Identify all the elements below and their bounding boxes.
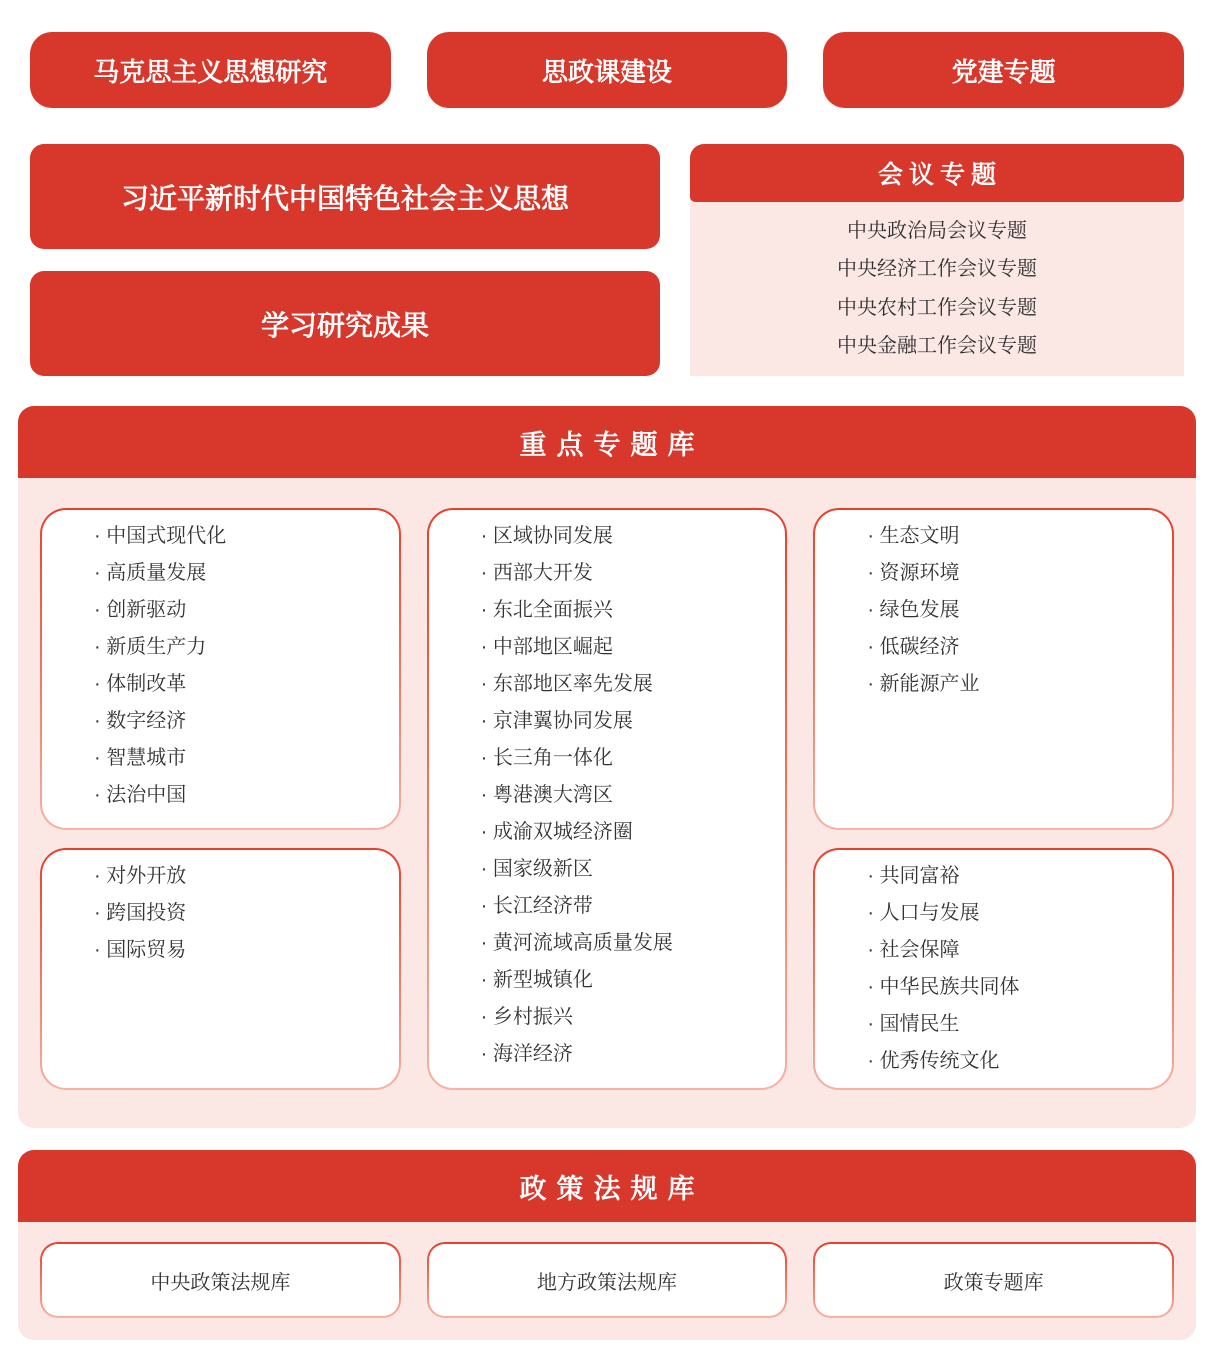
topic-item[interactable]: · 成渝双城经济圈 [480,821,633,843]
topic-item[interactable]: · 京津翼协同发展 [480,710,633,732]
nav-button-marxism-research[interactable]: 马克思主义思想研究 [30,32,391,108]
topic-card [813,508,1174,830]
topic-item[interactable]: · 西部大开发 [480,562,593,584]
meeting-topics-panel [690,144,1184,376]
policy-card[interactable] [40,1242,401,1318]
key-topics-column-3 [813,508,1174,1090]
topic-item[interactable]: · 中华民族共同体 [867,976,1020,998]
topic-item[interactable]: · 资源环境 [867,562,960,584]
topic-item[interactable]: · 新能源产业 [867,673,980,695]
meeting-topics-header[interactable]: 会议专题 [690,144,1184,202]
meeting-topic-item[interactable]: 中央经济工作会议专题 [837,258,1037,281]
topic-item[interactable]: · 中国式现代化 [94,525,227,547]
topic-card [40,848,401,1090]
policy-card-label: 中央政策法规库 [42,1244,399,1316]
meeting-topic-item[interactable]: 中央政治局会议专题 [847,220,1027,242]
policy-card-label: 地方政策法规库 [429,1244,786,1316]
topic-card-list [42,510,399,828]
topic-item[interactable]: · 对外开放 [94,865,187,887]
topic-item[interactable]: · 绿色发展 [867,599,960,621]
topic-item[interactable]: · 中部地区崛起 [480,636,613,658]
topic-item[interactable]: · 数字经济 [94,710,187,732]
meeting-topic-item[interactable]: 中央农村工作会议专题 [837,296,1037,319]
nav-button-study-achievements[interactable]: 学习研究成果 [30,271,660,376]
thought-buttons-column [30,144,660,376]
topic-item[interactable]: · 社会保障 [867,939,960,961]
topic-card-list [815,850,1172,1088]
topic-item[interactable]: · 体制改革 [94,673,187,695]
topic-item[interactable]: · 跨国投资 [94,902,187,924]
topic-item[interactable]: · 粤港澳大湾区 [480,784,613,806]
topic-card-list [42,850,399,1088]
topic-card-list [429,510,786,1088]
topic-item[interactable]: · 东北全面振兴 [480,599,613,621]
topic-item[interactable]: · 国情民生 [867,1013,960,1035]
thought-and-meetings-band [30,144,1184,376]
nav-button-party-building[interactable]: 党建专题 [823,32,1184,108]
key-topics-panel [18,406,1196,1128]
policy-library-grid [18,1222,1196,1340]
topic-item[interactable]: · 创新驱动 [94,599,187,621]
topic-item[interactable]: · 国家级新区 [480,858,593,880]
policy-library-panel [18,1150,1196,1340]
topic-item[interactable]: · 乡村振兴 [480,1006,573,1028]
topic-item[interactable]: · 国际贸易 [94,939,187,961]
meeting-topic-item[interactable]: 中央金融工作会议专题 [837,334,1037,357]
topic-item[interactable]: · 黄河流域高质量发展 [480,932,673,954]
topic-item[interactable]: · 智慧城市 [94,747,187,769]
topic-item[interactable]: · 法治中国 [94,784,187,806]
topic-item[interactable]: · 共同富裕 [867,865,960,887]
topic-item[interactable]: · 长江经济带 [480,895,593,917]
topic-item[interactable]: · 长三角一体化 [480,747,613,769]
topic-item[interactable]: · 生态文明 [867,525,960,547]
topic-item[interactable]: · 低碳经济 [867,636,960,658]
nav-button-ideological-politics-course[interactable]: 思政课建设 [427,32,788,108]
nav-button-xi-jinping-thought[interactable]: 习近平新时代中国特色社会主义思想 [30,144,660,249]
topic-card [427,508,788,1090]
topic-item[interactable]: · 人口与发展 [867,902,980,924]
topic-item[interactable]: · 优秀传统文化 [867,1050,1000,1072]
topic-item[interactable]: · 新型城镇化 [480,969,593,991]
topic-item[interactable]: · 高质量发展 [94,562,207,584]
meeting-topics-list [690,202,1184,376]
topic-card [40,508,401,830]
policy-card-label: 政策专题库 [815,1244,1172,1316]
topic-card [813,848,1174,1090]
topic-item[interactable]: · 海洋经济 [480,1043,573,1065]
key-topics-column-1 [40,508,401,1090]
policy-card[interactable] [427,1242,788,1318]
policy-card[interactable] [813,1242,1174,1318]
key-topics-grid [18,478,1196,1128]
key-topics-column-2 [427,508,788,1090]
topic-item[interactable]: · 区域协同发展 [480,525,613,547]
policy-library-header[interactable]: 政策法规库 [18,1150,1196,1222]
top-button-row [30,32,1184,108]
topic-card-list [815,510,1172,828]
topic-item[interactable]: · 新质生产力 [94,636,207,658]
topic-item[interactable]: · 东部地区率先发展 [480,673,653,695]
key-topics-header[interactable]: 重点专题库 [18,406,1196,478]
